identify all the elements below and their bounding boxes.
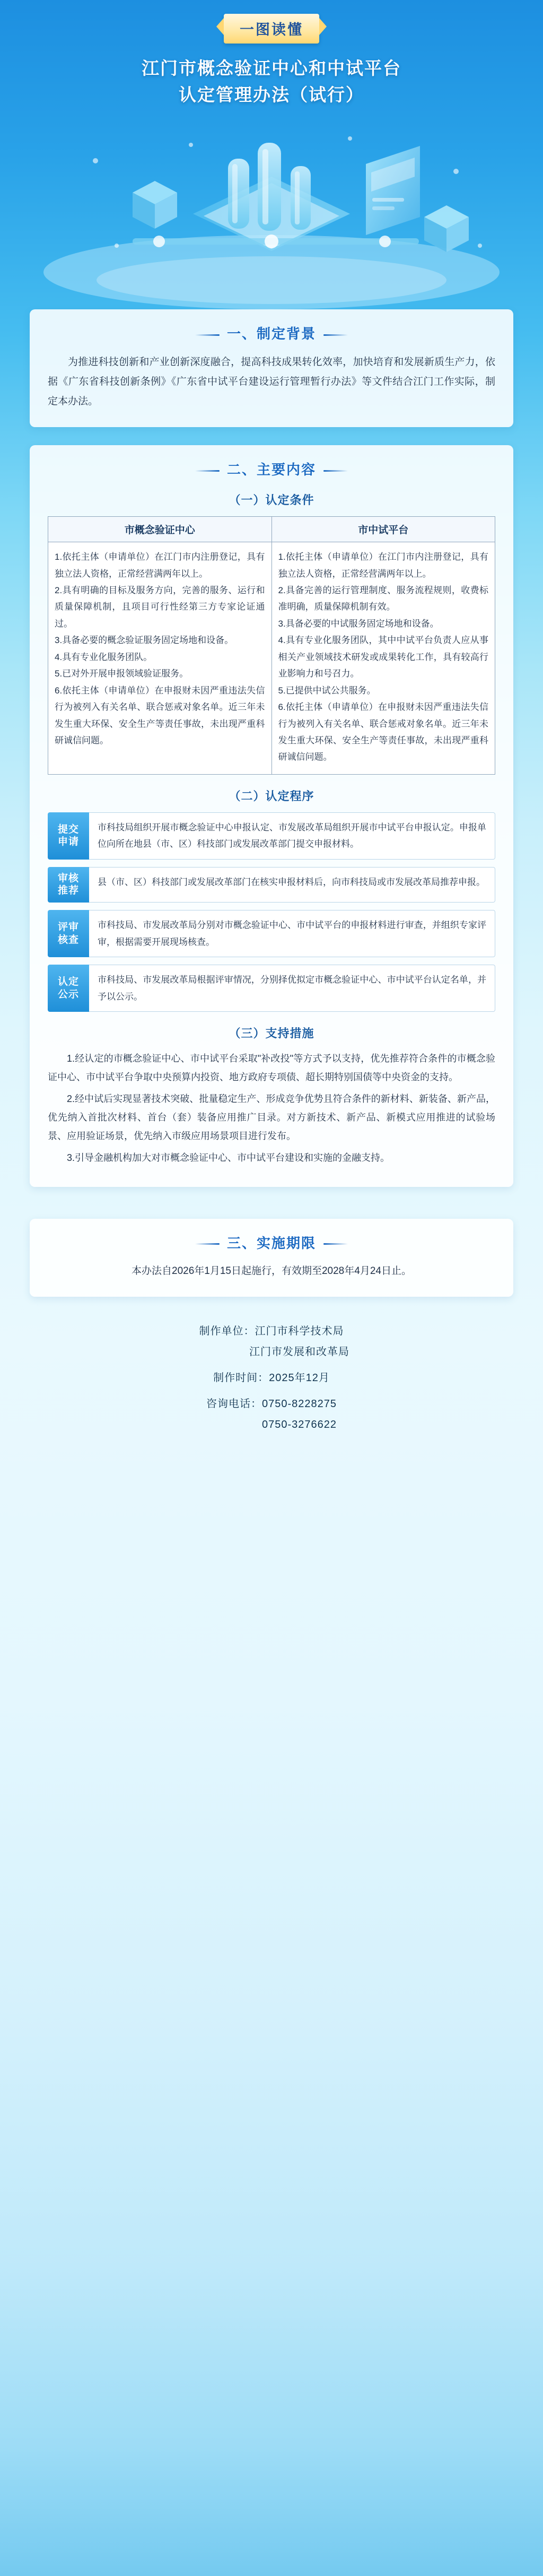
- page-title: [0, 55, 543, 108]
- table-cell-col2: [272, 542, 495, 775]
- flow-badge-line1: 提交: [57, 823, 79, 835]
- glass-tubes: [228, 143, 311, 231]
- footer-date: [0, 1368, 543, 1389]
- condition-item: 6.依托主体（申请单位）在申报财未因严重违法失信行为被列入有关名单、联合惩戒对象名单。近三年未发生重大环保、安全生产等责任事故，未出现严重科研诚信问题。: [55, 685, 265, 745]
- footer-phone-line2: [0, 1415, 543, 1435]
- title-bar-right: [323, 334, 348, 336]
- ribbon-label: 一图读懂: [224, 14, 319, 44]
- conditions-table: [48, 516, 495, 775]
- flow-badge-line1: 审核: [57, 872, 79, 884]
- footer-phone-label: 咨询电话：: [206, 1398, 262, 1410]
- table-header-col2: 市中试平台: [272, 517, 495, 542]
- measure-item: 3.引导金融机构加大对市概念验证中心、市中试平台建设和实施的金融支持。: [67, 1152, 390, 1164]
- flow-badge-line2: 推荐: [57, 885, 79, 897]
- section-period-title-text: 三、实施期限: [226, 1235, 316, 1251]
- title-bar-left: [195, 334, 220, 336]
- section-background-title-text: 一、制定背景: [226, 326, 316, 342]
- condition-item: 6.依托主体（申请单位）在申报财未因严重违法失信行为被列入有关名单、联合惩戒对象名单。近三年未发生重大环保、安全生产等责任事故，未出现严重科研诚信问题。: [278, 702, 488, 762]
- flow-step-review-recommend: [48, 867, 495, 903]
- section-background: [30, 309, 513, 427]
- flow-badge-line1: 评审: [57, 921, 79, 933]
- flow-step-submit: [48, 812, 495, 860]
- condition-item: 2.具有明确的目标及服务方向，完善的服务、运行和质量保障机制，且项目可行性经第三方专家论证通过。: [55, 585, 265, 629]
- flow-badge-line2: 申请: [57, 836, 79, 848]
- footer-date-value: 2025年12月: [269, 1372, 330, 1384]
- flow-step-text: 市科技局、市发展改革局根据评审情况，分别择优拟定市概念验证中心、市中试平台认定名单，并予以公示。: [89, 965, 495, 1012]
- condition-item: 3.具备必要的概念验证服务固定场地和设备。: [55, 635, 234, 646]
- condition-item: 5.已对外开展申报领域验证服务。: [55, 669, 189, 679]
- header: [0, 0, 543, 108]
- title-bar-left: [195, 1243, 220, 1245]
- table-header-row: [48, 517, 495, 542]
- footer: [0, 1297, 543, 1465]
- flow-step-text: 市科技局、市发展改革局分别对市概念验证中心、市中试平台的申报材料进行审查，并组织专家评审，根据需要开展现场核查。: [89, 910, 495, 957]
- footer-producer-value1: 江门市科学技术局: [255, 1325, 344, 1337]
- flow-step-badge: [48, 910, 89, 957]
- section-period-title: [48, 1233, 495, 1252]
- subsection-measures-title: （三）支持措施: [229, 1026, 314, 1040]
- section-background-title: [48, 323, 495, 343]
- section-background-paragraph: 为推进科技创新和产业创新深度融合，提高科技成果转化效率，加快培育和发展新质生产力，依据《广东省科技创新条例》《广东省中试平台建设运行管理暂行办法》等文件结合江门工作实际，制定本办法。: [48, 357, 495, 407]
- section-period-text: 本办法自2026年1月15日起施行，有效期至2028年4月24日止。: [132, 1265, 411, 1277]
- footer-phone-value1: 0750-8228275: [261, 1398, 337, 1410]
- flow-step-text: 市科技局组织开展市概念验证中心申报认定、市发展改革局组织开展市中试平台申报认定。申报单位向所在地县（市、区）科技部门或发展改革部门提交申报材料。: [89, 812, 495, 860]
- condition-item: 4.具有专业化服务团队，其中中试平台负责人应从事相关产业领域技术研发或成果转化工作，具有较高行业影响力和号召力。: [278, 635, 488, 679]
- footer-producer-value2: 江门市发展和改革局: [249, 1346, 349, 1358]
- page-title-line1: 江门市概念验证中心和中试平台: [142, 58, 401, 78]
- condition-item: 4.具有专业化服务团队。: [55, 652, 153, 662]
- hero-illustration: [0, 113, 543, 309]
- subsection-procedure-title: （二）认定程序: [229, 789, 314, 803]
- flow-step-text: 县（市、区）科技部门或发展改革部门在核实申报材料后，向市科技局或市发展改革局推荐申报。: [89, 867, 495, 903]
- condition-item: 1.依托主体（申请单位）在江门市内注册登记，具有独立法人资格，正常经营满两年以上。: [278, 552, 488, 579]
- table-header-col1: 市概念验证中心: [48, 517, 272, 542]
- table-cell-col1: [48, 542, 272, 775]
- flow-step-badge: [48, 867, 89, 903]
- footer-producer-line2: [0, 1342, 543, 1363]
- section-period: [30, 1219, 513, 1297]
- flow-step-confirm-publicize: [48, 965, 495, 1012]
- condition-item: 1.依托主体（申请单位）在江门市内注册登记，具有独立法人资格，正常经营满两年以上。: [55, 552, 265, 579]
- footer-date-label: 制作时间：: [213, 1372, 269, 1384]
- footer-phone-line1: [0, 1394, 543, 1415]
- condition-item: 5.已提供中试公共服务。: [278, 685, 376, 696]
- subsection-conditions-title: （一）认定条件: [229, 493, 314, 507]
- page-title-line2: 认定管理办法（试行）: [179, 84, 364, 105]
- flow-step-badge: [48, 812, 89, 860]
- screen-panel: [366, 146, 420, 235]
- condition-item: 3.具备必要的中试服务固定场地和设备。: [278, 618, 439, 629]
- flow-badge-line2: 核查: [57, 934, 79, 946]
- title-bar-right: [323, 470, 348, 472]
- measure-item: 1.经认定的市概念验证中心、市中试平台采取"补改投"等方式予以支持，优先推荐符合条件的市概念验证中心、市中试平台争取中央预算内投资、地方政府专项债、超长期特别国债等中央资金的支持。: [48, 1053, 495, 1083]
- title-bar-right: [323, 1243, 348, 1245]
- footer-producer-line1: [0, 1321, 543, 1342]
- condition-item: 2.具备完善的运行管理制度、服务流程规则，收费标准明确，质量保障机制有效。: [278, 585, 488, 612]
- measure-item: 2.经中试后实现显著技术突破、批量稳定生产、形成竞争优势且符合条件的新材料、新装备、新产品，优先纳入首批次材料、首台（套）装备应用推广目录。对方新技术、新产品、新模式应用推进的试验场景、应用验证场景，优先纳入市级应用场景项目进行发布。: [48, 1094, 495, 1142]
- flow-badge-line1: 认定: [57, 976, 79, 987]
- flow-step-evaluate-check: [48, 910, 495, 957]
- flow-step-badge: [48, 965, 89, 1012]
- flow-badge-line2: 公示: [57, 988, 79, 1000]
- table-row: [48, 542, 495, 775]
- footer-phone-value2: 0750-3276622: [261, 1418, 337, 1430]
- section-content-title-text: 二、主要内容: [226, 462, 316, 478]
- cube-left: [133, 181, 177, 229]
- section-content: [30, 445, 513, 1186]
- section-content-title: [48, 459, 495, 479]
- title-bar-left: [195, 470, 220, 472]
- footer-producer-label: 制作单位：: [199, 1325, 255, 1337]
- procedure-flow: [48, 812, 495, 1012]
- hero-graphic: [0, 113, 543, 309]
- cube-right: [424, 205, 469, 252]
